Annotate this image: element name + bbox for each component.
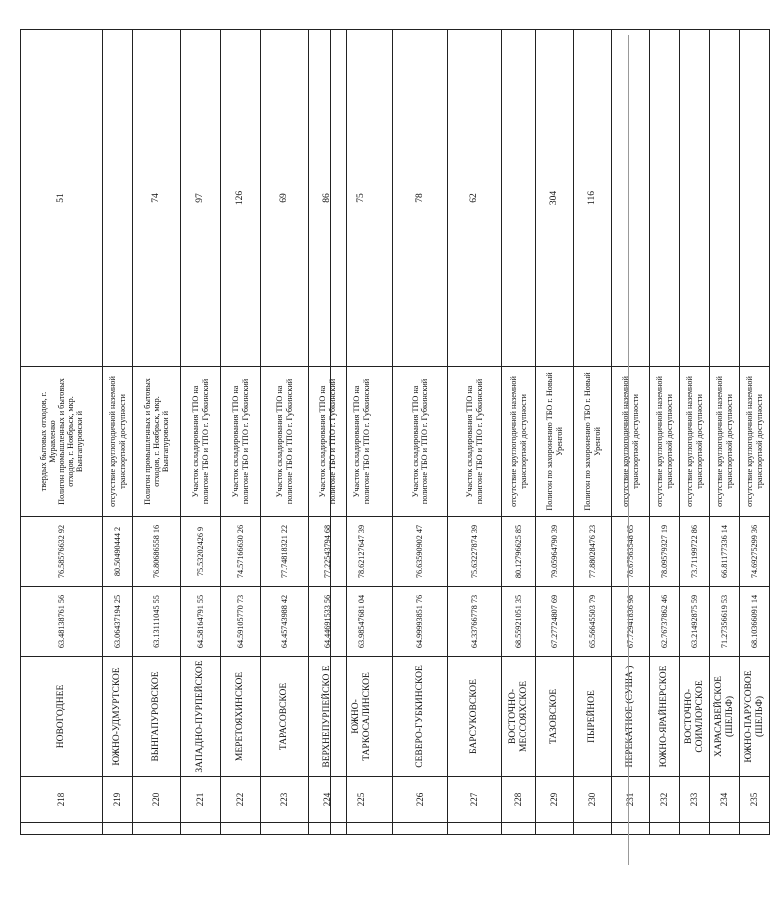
longitude: 77.88028476 23 — [574, 517, 612, 587]
destination: отсутствие круглогодичной наземной транспортной доступности — [680, 367, 710, 517]
distance-km: 116 — [574, 30, 612, 367]
table-row — [261, 30, 309, 835]
latitude: 63.48138761 56 — [21, 587, 103, 657]
distance-km — [612, 30, 650, 367]
row-blank-cell — [650, 823, 680, 835]
table-row — [680, 30, 710, 835]
field-name: ПЫРЕЙНОЕ — [574, 657, 612, 777]
row-number: 223 — [261, 777, 309, 823]
row-number: 230 — [574, 777, 612, 823]
row-number: 222 — [221, 777, 261, 823]
latitude: 64.58164791 55 — [181, 587, 221, 657]
table-row — [181, 30, 221, 835]
field-name: ЮЖНО-УДМУРТСКОЕ — [103, 657, 133, 777]
table-row — [448, 30, 502, 835]
longitude: 73.71199722 86 — [680, 517, 710, 587]
distance-km — [680, 30, 710, 367]
destination: отсутствие круглогодичной наземной транспортной доступности — [103, 367, 133, 517]
row-number: 227 — [448, 777, 502, 823]
table-row — [536, 30, 574, 835]
row-number: 228 — [502, 777, 536, 823]
latitude: 68.10366091 14 — [740, 587, 770, 657]
longitude: 74.69275299 36 — [740, 517, 770, 587]
distance-km — [710, 30, 740, 367]
row-number: 224 — [309, 777, 347, 823]
table-row — [740, 30, 770, 835]
latitude: 64.45743988 42 — [261, 587, 309, 657]
distance-km: 78 — [393, 30, 448, 367]
table-lower — [330, 29, 770, 835]
destination: Участок складирования ТПО на полигоне ТБО и ТПО г. Губкинский — [261, 367, 309, 517]
latitude: 63.98547681 04 — [331, 587, 393, 657]
longitude: 80.12796625 85 — [502, 517, 536, 587]
field-name: ТАРАСОВСКОЕ — [261, 657, 309, 777]
table-row — [502, 30, 536, 835]
longitude: 79.05964790 39 — [536, 517, 574, 587]
latitude: 65.56645503 79 — [574, 587, 612, 657]
row-blank-cell — [331, 823, 393, 835]
longitude: 75.63227874 39 — [448, 517, 502, 587]
latitude: 63.06437194 25 — [103, 587, 133, 657]
field-name: ВОСТОЧНО-МЕССОЯХСКОЕ — [502, 657, 536, 777]
latitude: 68.55921051 35 — [502, 587, 536, 657]
row-number: 220 — [133, 777, 181, 823]
destination: отсутствие круглогодичной наземной транспортной доступности — [612, 367, 650, 517]
row-blank-cell — [710, 823, 740, 835]
row-blank-cell — [574, 823, 612, 835]
distance-km — [103, 30, 133, 367]
row-blank-cell — [448, 823, 502, 835]
longitude: 75.53202426 9 — [181, 517, 221, 587]
table-row — [710, 30, 740, 835]
row-number: 229 — [536, 777, 574, 823]
row-blank-cell — [261, 823, 309, 835]
field-name: ЮЖНО-ТАРКОСАЛИНСКОЕ — [331, 657, 393, 777]
row-number: 219 — [103, 777, 133, 823]
distance-km — [650, 30, 680, 367]
distance-km: 97 — [181, 30, 221, 367]
row-number: 231 — [612, 777, 650, 823]
field-name: ЮЖНО-ПАРУСОВОЕ (ШЕЛЬФ) — [740, 657, 770, 777]
field-name: СЕВЕРО-ГУБКИНСКОЕ — [393, 657, 448, 777]
field-name: ХАРАСАВЕЙСКОЕ (ШЕЛЬФ) — [710, 657, 740, 777]
page-edge-line — [628, 35, 629, 865]
row-blank-cell — [181, 823, 221, 835]
latitude: 64.59105770 73 — [221, 587, 261, 657]
destination: твердых бытовых отходов, г. Муравленко Полигон промышленных и бытовых отходов, г. Ноябрьск, мкр. Вынгапуровски й — [21, 367, 103, 517]
destination: Полигон промышленных и бытовых отходов, г. Ноябрьск, мкр. Вынгапуровски й — [133, 367, 181, 517]
table-lower-body — [331, 30, 770, 835]
table-row — [574, 30, 612, 835]
row-blank-cell — [221, 823, 261, 835]
destination: Участок складирования ТПО на полигоне ТБО и ТПО г. Губкинский — [331, 367, 393, 517]
destination: отсутствие круглогодичной наземной транспортной доступности — [650, 367, 680, 517]
destination: отсутствие круглогодичной наземной транспортной доступности — [740, 367, 770, 517]
row-number: 221 — [181, 777, 221, 823]
latitude: 64.33766778 73 — [448, 587, 502, 657]
longitude: 80.50490444 2 — [103, 517, 133, 587]
table-upper — [20, 29, 347, 835]
distance-km — [740, 30, 770, 367]
distance-km — [502, 30, 536, 367]
row-number: 235 — [740, 777, 770, 823]
table-row — [393, 30, 448, 835]
distance-km: 74 — [133, 30, 181, 367]
table-row — [650, 30, 680, 835]
destination: Участок складирования ТПО на полигоне ТБО и ТПО г. Губкинский — [309, 367, 347, 517]
field-name: ВЫНГАПУРОВСКОЕ — [133, 657, 181, 777]
row-number: 218 — [21, 777, 103, 823]
destination: Участок складирования ТПО на полигоне ТБО и ТПО г. Губкинский — [221, 367, 261, 517]
longitude: 78.62127647 39 — [331, 517, 393, 587]
row-number: 234 — [710, 777, 740, 823]
destination: Участок складирования ТПО на полигоне ТБО и ТПО г. Губкинский — [448, 367, 502, 517]
latitude: 64.99993851 76 — [393, 587, 448, 657]
field-name: НОВОГОДНЕЕ — [21, 657, 103, 777]
row-blank-cell — [393, 823, 448, 835]
row-blank-cell — [740, 823, 770, 835]
field-name: МЕРЕТОЯХИНСКОЕ — [221, 657, 261, 777]
longitude: 76.80686558 16 — [133, 517, 181, 587]
longitude: 78.09579327 19 — [650, 517, 680, 587]
distance-km: 86 — [309, 30, 347, 367]
field-name: ТАЗОВСКОЕ — [536, 657, 574, 777]
field-name: ВОСТОЧНО-СОИМЛОРСКОЕ — [680, 657, 710, 777]
table-row — [612, 30, 650, 835]
longitude: 74.57166630 26 — [221, 517, 261, 587]
destination: отсутствие круглогодичной наземной транспортной доступности — [502, 367, 536, 517]
longitude: 77.22543794 68 — [309, 517, 347, 587]
table-row — [221, 30, 261, 835]
distance-km: 75 — [331, 30, 393, 367]
row-blank-cell — [680, 823, 710, 835]
longitude: 66.81177336 14 — [710, 517, 740, 587]
table-row — [331, 30, 393, 835]
field-name: ЮЖНО-ЯРАЙНЕРСКОЕ — [650, 657, 680, 777]
latitude: 64.44691533 56 — [309, 587, 347, 657]
field-name: БАРСУКОВСКОЕ — [448, 657, 502, 777]
longitude: 78.67563548 65 — [612, 517, 650, 587]
longitude: 76.58576632 92 — [21, 517, 103, 587]
latitude: 67.72941836 98 — [612, 587, 650, 657]
longitude: 76.63590902 47 — [393, 517, 448, 587]
table-upper-body — [21, 30, 347, 835]
row-blank-cell — [536, 823, 574, 835]
latitude: 67.27724807 69 — [536, 587, 574, 657]
row-number: 233 — [680, 777, 710, 823]
destination: Участок складирования ТПО на полигоне ТБО и ТПО г. Губкинский — [181, 367, 221, 517]
latitude: 71.27356619 53 — [710, 587, 740, 657]
field-name: ВЕРХНЕПУРПЕЙСКО Е — [309, 657, 347, 777]
table-row — [103, 30, 133, 835]
destination: Полигон по захоронению ТБО г. Новый Уренгой — [536, 367, 574, 517]
table-row — [21, 30, 103, 835]
row-blank-cell — [21, 823, 103, 835]
latitude: 63.21492875 59 — [680, 587, 710, 657]
destination: отсутствие круглогодичной наземной транспортной доступности — [710, 367, 740, 517]
row-number: 232 — [650, 777, 680, 823]
latitude: 63.13111045 55 — [133, 587, 181, 657]
row-blank-cell — [133, 823, 181, 835]
destination: Участок складирования ТПО на полигоне ТБО и ТПО г. Губкинский — [393, 367, 448, 517]
table-row — [133, 30, 181, 835]
latitude: 62.76737862 46 — [650, 587, 680, 657]
row-blank-cell — [502, 823, 536, 835]
destination: Полигон по захоронению ТБО г. Новый Уренгой — [574, 367, 612, 517]
distance-km: 62 — [448, 30, 502, 367]
row-number: 226 — [393, 777, 448, 823]
distance-km: 304 — [536, 30, 574, 367]
distance-km: 126 — [221, 30, 261, 367]
distance-km: 51 — [21, 30, 103, 367]
field-name: ЗАПАДНО-ПУРПЕЙСКОЕ — [181, 657, 221, 777]
row-blank-cell — [612, 823, 650, 835]
row-number: 225 — [331, 777, 393, 823]
field-name: ПЕРЕКАТНОЕ (СУША ) — [612, 657, 650, 777]
distance-km: 69 — [261, 30, 309, 367]
row-blank-cell — [103, 823, 133, 835]
longitude: 77.74818321 22 — [261, 517, 309, 587]
